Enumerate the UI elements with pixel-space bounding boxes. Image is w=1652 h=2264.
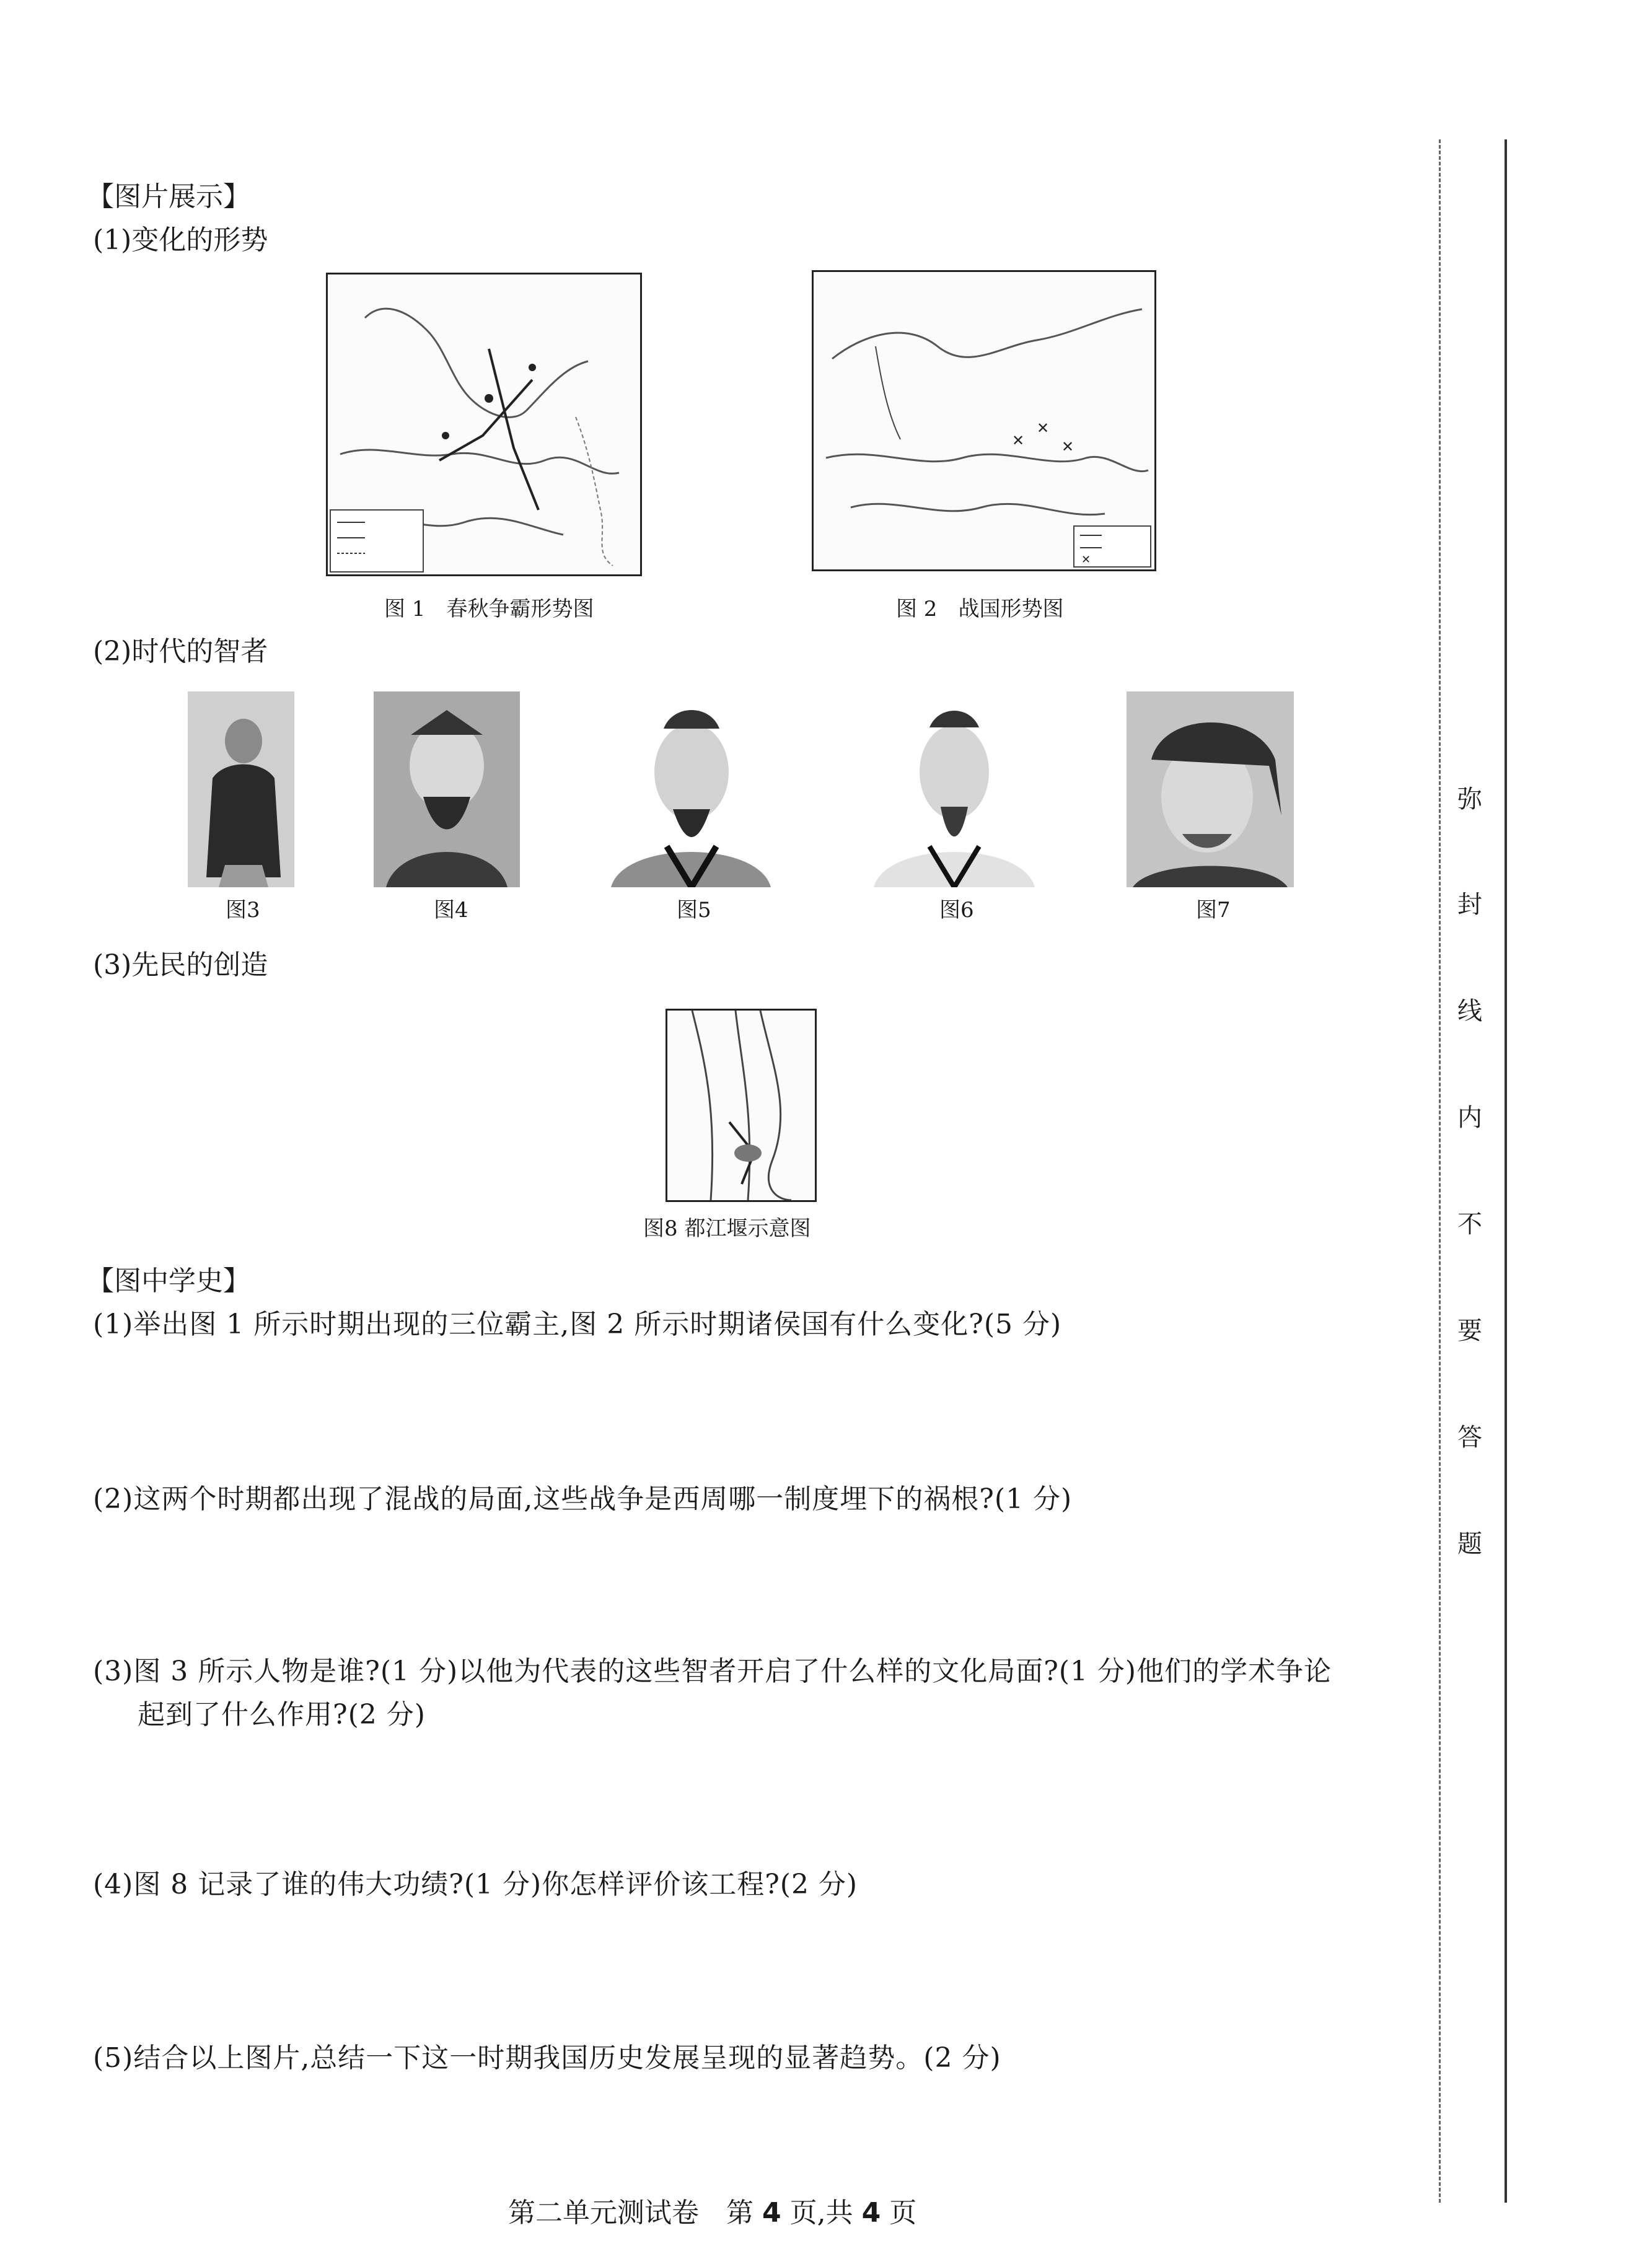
dujiangyan-diagram-figure bbox=[666, 1009, 817, 1202]
question-3-line2: 起到了什么作用?(2 分) bbox=[138, 1699, 426, 1731]
seal-char-6: 要 bbox=[1457, 1317, 1482, 1345]
fig1-caption: 图 1 春秋争霸形势图 bbox=[384, 597, 594, 621]
subheading-sages: (2)时代的智者 bbox=[93, 636, 268, 667]
fig2-caption: 图 2 战国形势图 bbox=[896, 597, 1064, 621]
seal-char-7: 答 bbox=[1457, 1423, 1482, 1452]
footer-page-number: 4 bbox=[762, 2197, 781, 2229]
section-heading-pictures: 【图片展示】 bbox=[87, 181, 250, 213]
portrait-7-drawing bbox=[1127, 691, 1294, 887]
portrait-6 bbox=[861, 691, 1047, 887]
fig7-caption: 图7 bbox=[1196, 898, 1231, 923]
question-4: (4)图 8 记录了谁的伟大功绩?(1 分)你怎样评价该工程?(2 分) bbox=[93, 1869, 858, 1900]
portrait-4 bbox=[374, 691, 520, 887]
portrait-4-drawing bbox=[374, 691, 520, 887]
svg-text:✕: ✕ bbox=[1061, 438, 1074, 455]
fig6-caption: 图6 bbox=[939, 898, 974, 923]
svg-text:✕: ✕ bbox=[1037, 419, 1050, 437]
portrait-confucius bbox=[188, 691, 294, 887]
spring-autumn-map-figure bbox=[326, 273, 642, 576]
warring-states-map-figure bbox=[812, 270, 1156, 571]
svg-text:✕: ✕ bbox=[1081, 553, 1091, 566]
seal-char-2: 封 bbox=[1457, 890, 1482, 919]
portrait-3-drawing bbox=[188, 691, 294, 887]
footer-prefix: 第二单元测试卷 第 bbox=[508, 2197, 762, 2229]
page-edge-line bbox=[1505, 139, 1507, 2203]
subheading-changing-situation: (1)变化的形势 bbox=[93, 224, 268, 256]
footer-suffix: 页 bbox=[881, 2197, 917, 2229]
seal-char-1: 弥 bbox=[1457, 785, 1482, 814]
portrait-5-drawing bbox=[599, 691, 783, 887]
question-1: (1)举出图 1 所示时期出现的三位霸主,图 2 所示时期诸侯国有什么变化?(5 分) bbox=[93, 1309, 1062, 1340]
question-2: (2)这两个时期都出现了混战的局面,这些战争是西周哪一制度埋下的祸根?(1 分) bbox=[93, 1483, 1073, 1515]
portrait-6-drawing bbox=[861, 691, 1047, 887]
fig8-caption: 图8 都江堰示意图 bbox=[643, 1216, 811, 1241]
fig4-caption: 图4 bbox=[434, 898, 468, 923]
seal-char-8: 题 bbox=[1457, 1530, 1482, 1558]
seal-char-5: 不 bbox=[1457, 1210, 1482, 1239]
seal-cut-line bbox=[1439, 139, 1441, 2203]
footer-total-pages: 4 bbox=[861, 2197, 881, 2229]
subheading-creations: (3)先民的创造 bbox=[93, 949, 268, 981]
fig5-caption: 图5 bbox=[677, 898, 711, 923]
question-5: (5)结合以上图片,总结一下这一时期我国历史发展呈现的显著趋势。(2 分) bbox=[93, 2042, 1001, 2074]
footer-mid: 页,共 bbox=[781, 2197, 862, 2229]
page-footer bbox=[508, 2190, 916, 2230]
warring-states-map-drawing bbox=[814, 272, 1154, 569]
svg-text:✕: ✕ bbox=[1012, 432, 1025, 449]
section-heading-study: 【图中学史】 bbox=[87, 1265, 250, 1297]
question-3-line1: (3)图 3 所示人物是谁?(1 分)以他为代表的这些智者开启了什么样的文化局面?(1 分)他们的学术争论 bbox=[93, 1656, 1332, 1687]
dujiangyan-diagram-drawing bbox=[667, 1011, 815, 1200]
seal-char-3: 线 bbox=[1457, 997, 1482, 1025]
portrait-7 bbox=[1127, 691, 1294, 887]
portrait-5 bbox=[599, 691, 783, 887]
fig3-caption: 图3 bbox=[226, 898, 260, 923]
spring-autumn-map-drawing bbox=[328, 274, 640, 574]
seal-char-4: 内 bbox=[1457, 1103, 1482, 1132]
